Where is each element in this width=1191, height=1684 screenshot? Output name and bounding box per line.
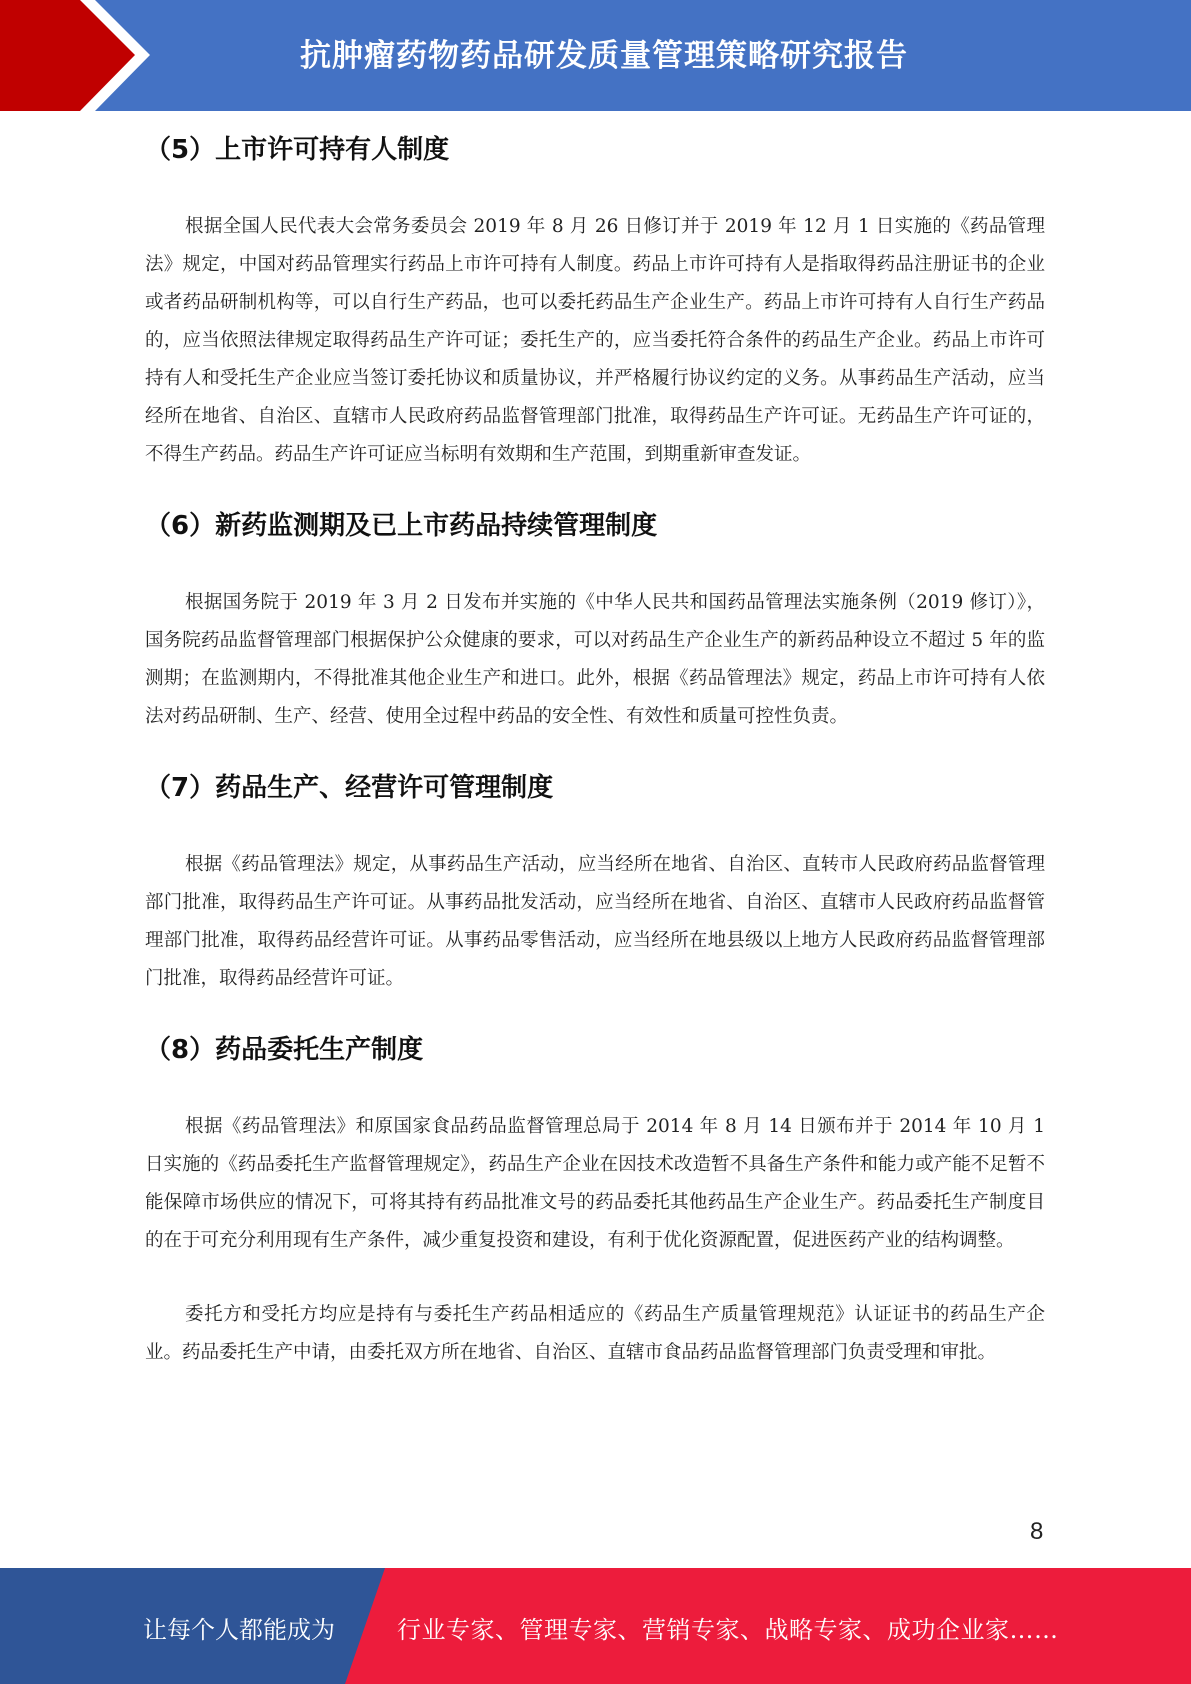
main-content bbox=[145, 128, 1045, 1372]
section-heading: （7）药品生产、经营许可管理制度 bbox=[145, 773, 554, 803]
page-header bbox=[0, 0, 1191, 111]
section-8 bbox=[145, 1028, 1045, 1372]
section-heading: （8）药品委托生产制度 bbox=[145, 1035, 424, 1065]
section-heading: （6）新药监测期及已上市药品持续管理制度 bbox=[145, 511, 658, 541]
paragraph: 根据《药品管理法》和原国家食品药品监督管理总局于 2014 年 8 月 14 日颁布并于 2014 年 10 月 1 日实施的《药品委托生产监督管理规定》，药品生产企业在因技术改造暂不具备生产条件和能力或产能不足暂不能保障市场供应的情况下，可将其持有药品批准文号的药品委托其他药品生产企业生产。药品委托生产制度目的在于可充分利用现有生产条件，减少重复投资和建设，有利于优化资源配置，促进医药产业的结构调整。 bbox=[145, 1116, 1045, 1251]
footer-slogan-left: 让每个人都能成为 bbox=[143, 1616, 335, 1644]
page-number: 8 bbox=[1030, 1518, 1044, 1545]
footer-slogan-right: 行业专家、管理专家、营销专家、战略专家、成功企业家…… bbox=[397, 1616, 1059, 1644]
paragraph: 根据国务院于 2019 年 3 月 2 日发布并实施的《中华人民共和国药品管理法实施条例（2019 修订）》，国务院药品监督管理部门根据保护公众健康的要求，可以对药品生产企业生产的新药品种设立不超过 5 年的监测期；在监测期内，不得批准其他企业生产和进口。此外，根据《药品管理法》规定，药品上市许可持有人依法对药品研制、生产、经营、使用全过程中药品的安全性、有效性和质量可控性负责。 bbox=[145, 592, 1045, 727]
paragraph: 根据《药品管理法》规定，从事药品生产活动，应当经所在地省、自治区、直转市人民政府药品监督管理部门批准，取得药品生产许可证。从事药品批发活动，应当经所在地省、自治区、直辖市人民政府药品监督管理部门批准，取得药品经营许可证。从事药品零售活动，应当经所在地县级以上地方人民政府药品监督管理部门批准，取得药品经营许可证。 bbox=[145, 854, 1045, 989]
section-7 bbox=[145, 766, 1045, 998]
paragraph: 根据全国人民代表大会常务委员会 2019 年 8 月 26 日修订并于 2019 年 12 月 1 日实施的《药品管理法》规定，中国对药品管理实行药品上市许可持有人制度。药品上市许可持有人是指取得药品注册证书的企业或者药品研制机构等，可以自行生产药品，也可以委托药品生产企业生产。药品上市许可持有人自行生产药品的，应当依照法律规定取得药品生产许可证；委托生产的，应当委托符合条件的药品生产企业。药品上市许可持有人和受托生产企业应当签订委托协议和质量协议，并严格履行协议约定的义务。从事药品生产活动，应当经所在地省、自治区、直辖市人民政府药品监督管理部门批准，取得药品生产许可证。无药品生产许可证的，不得生产药品。药品生产许可证应当标明有效期和生产范围，到期重新审查发证。 bbox=[145, 216, 1045, 465]
page-footer bbox=[0, 1568, 1191, 1684]
section-5 bbox=[145, 128, 1045, 474]
report-title: 抗肿瘤药物药品研发质量管理策略研究报告 bbox=[300, 38, 908, 74]
section-heading: （5）上市许可持有人制度 bbox=[145, 135, 450, 165]
section-6 bbox=[145, 504, 1045, 736]
paragraph: 委托方和受托方均应是持有与委托生产药品相适应的《药品生产质量管理规范》认证证书的药品生产企业。药品委托生产中请，由委托双方所在地省、自治区、直辖市食品药品监督管理部门负责受理和审批。 bbox=[145, 1304, 1045, 1363]
